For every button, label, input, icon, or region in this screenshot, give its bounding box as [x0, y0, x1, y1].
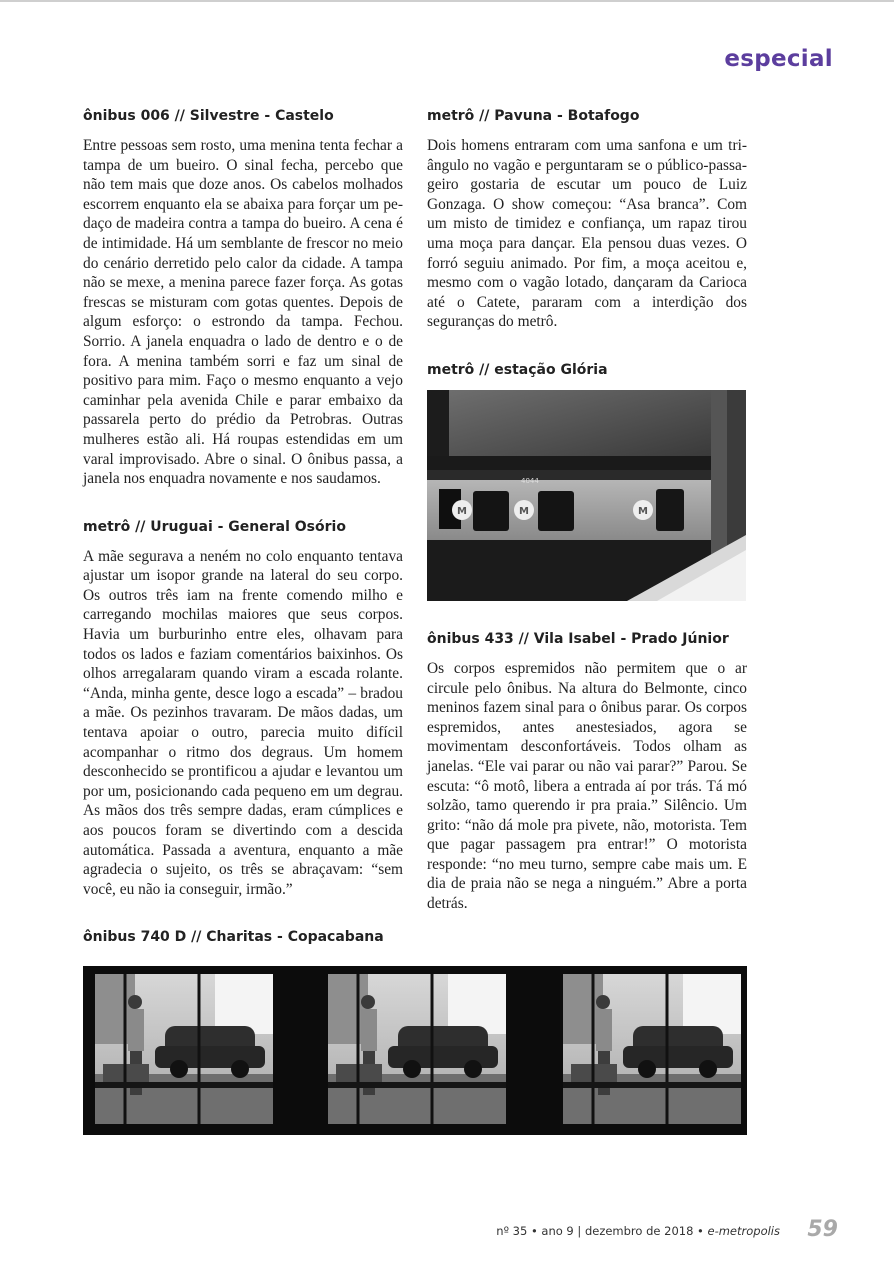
article-title: ônibus 433 // Vila Isabel - Prado Júnior	[427, 630, 729, 647]
article-title: metrô // estação Glória	[427, 361, 608, 378]
page-footer: nº 35 • ano 9 | dezembro de 2018 • e-metropolis	[496, 1224, 780, 1238]
right-column	[427, 106, 747, 914]
svg-text:M: M	[638, 505, 648, 517]
bus-window-photo-strip	[83, 966, 747, 1135]
magazine-name: e-metropolis	[707, 1224, 780, 1238]
article-onibus-006	[83, 106, 403, 489]
section-label: especial	[724, 46, 833, 72]
article-title-onibus-740d: ônibus 740 D // Charitas - Copacabana	[83, 929, 384, 945]
article-title: metrô // Pavuna - Botafogo	[427, 108, 640, 124]
volume-year: ano 9	[541, 1224, 574, 1238]
article-body: Os corpos espremidos não permitem que o ar circule pelo ônibus. Na altura do Belmonte, cinco meninos fazem sinal para o ônibus parar. Os corpos espremidos, antes anestesiados, agora se movimentam desconfortáveis. Todos olham as janelas. “Ele vai parar ou não vai parar?” Parou. Se escuta: “ô motô, libera a entrada aí por trás. Tá mó solzão, tamo querendo ir pra praia.” Silêncio. Um grito: “não dá mole pra pivete, não, motorista. Tem que pagar passagem pra entrar!” O motorista responde: “no meu turno, sempre cabe mais um. E dia de praia não se nega a ninguém.” Abre a porta detrás.	[427, 659, 747, 913]
left-column	[83, 106, 403, 899]
top-rule	[0, 0, 894, 2]
article-title: metrô // Uruguai - General Osório	[83, 518, 346, 535]
train-number: 4044	[521, 476, 539, 485]
article-metro-gloria	[427, 360, 747, 601]
svg-text:M: M	[457, 505, 467, 517]
article-body: Entre pessoas sem rosto, uma menina tenta fechar a tampa de um bueiro. O sinal fecha, percebo que não tem mais que doze anos. Os cabelos molhados escorrem enquanto ela se abaixa para forçar um pedaço de madeira contra a tampa do bueiro. A cena é de intimidade. Há um semblante de frescor no meio do cenário derretido pelo calor da cidade. A tampa não se mexe, a menina parece fazer força. As gotas frescas se misturam com gotas quentes. Depois de algum esforço: o estrondo da tampa. Fechou. Sorrio. A janela enquadra o lado de dentro e o de fora. A menina também sorri e faz um sinal de positivo para mim. Faço o mesmo enquanto a vejo caminhar pela avenida Chile e parar embaixo da passarela perto do prédio da Petrobras. Outras mulheres estão ali. Há roupas estendidas em um varal improvisado. Abre o sinal. O ônibus passa, a janela nos enquadra novamente e nos saudamos.	[83, 137, 403, 488]
svg-text:M: M	[519, 505, 529, 517]
article-metro-pavuna	[427, 106, 747, 332]
issue-date: dezembro de 2018	[584, 1224, 694, 1238]
article-onibus-433	[427, 629, 747, 914]
article-title: ônibus 006 // Silvestre - Castelo	[83, 108, 334, 124]
metro-station-photo	[427, 390, 746, 601]
article-body: Dois homens entraram com uma sanfona e um triângulo no vagão e perguntaram se o público-passageiro gostaria de escutar um pouco de Luiz Gonzaga. O show começou: “Asa branca”. Com um misto de timidez e confiança, um rapaz tirou uma moça para dançar. Ela pensou duas vezes. O forró seguiu animado. Por fim, a moça aceitou e, mesmo com o vagão lotado, dançaram da Carioca até o Catete, pararam com a interdição dos seguranças do metrô.	[427, 137, 747, 331]
page-number: 59	[807, 1217, 838, 1242]
issue-number: nº 35	[496, 1224, 528, 1238]
article-metro-uruguai	[83, 517, 403, 900]
article-body: A mãe segurava a neném no colo enquanto tentava ajustar um isopor grande na lateral do seu corpo. Os outros três iam na frente comendo milho e carregando mochilas maiores que seus corpos. Havia um burburinho entre eles, olhavam para todos os lados e faziam comentários baixinhos. Os olhos arregalaram quando viram a escada rolante. “Anda, minha gente, desce logo a escada” – bradou a mãe. Os pezinhos travaram. De mãos dadas, um tentava apoiar o outro, parecia muito difícil acompanhar o ritmo dos degraus. Um homem desconhecido se prontificou a ajudar e levantou um por um, posicionando cada pequeno em um degrau. As mãos dos três sempre dadas, eram cúmplices e aos poucos foram se divertindo com a descida automática. Passada a aventura, enquanto a mãe agradecia o sujeito, os três se abraçavam: “sem você, eu não ia conseguir, irmão.”	[83, 547, 403, 898]
